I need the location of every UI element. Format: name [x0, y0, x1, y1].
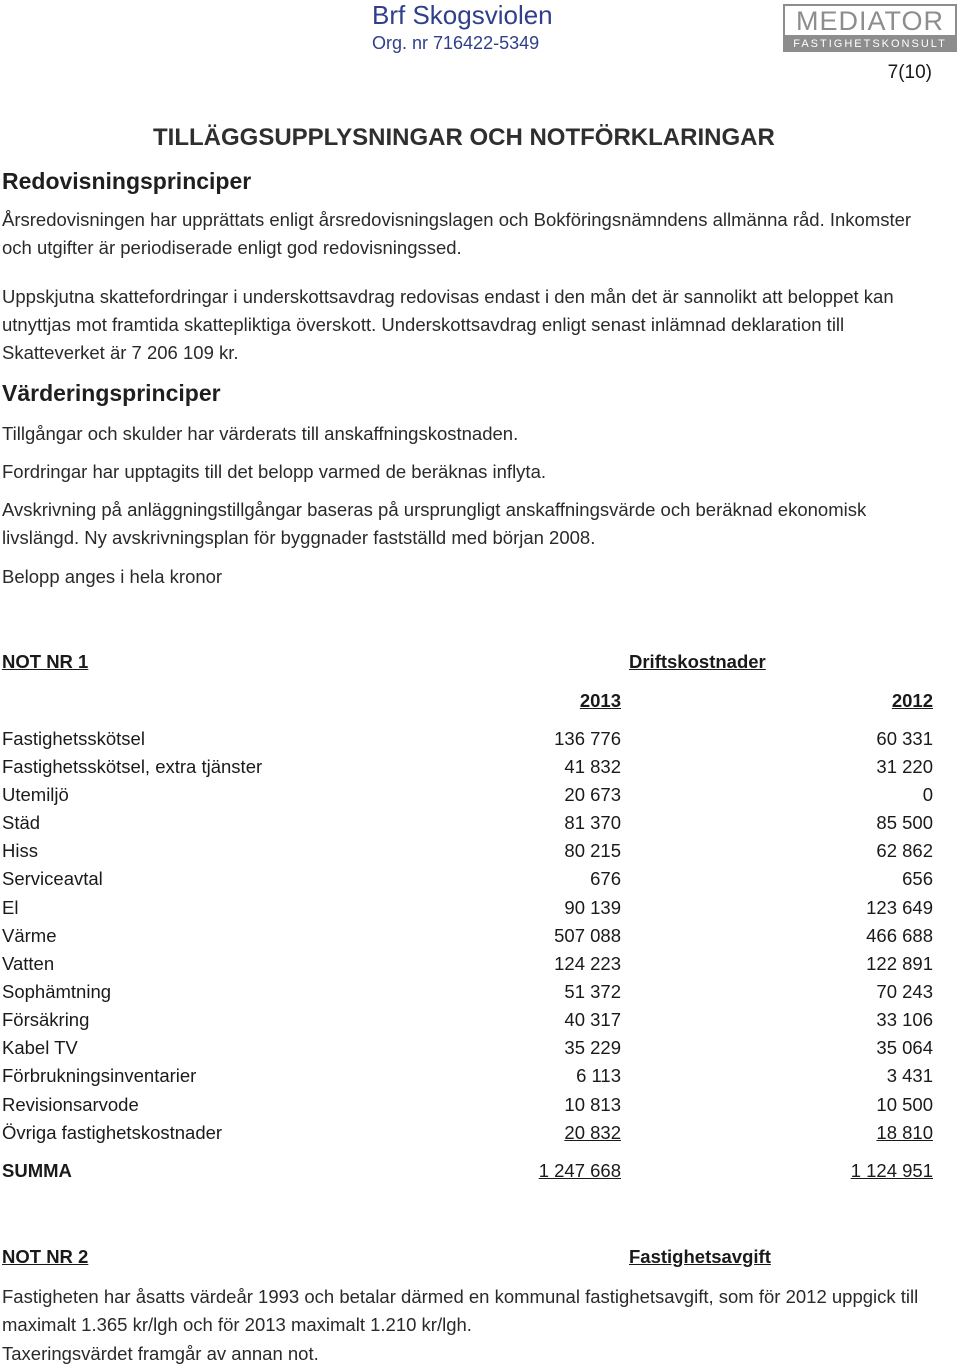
section-heading-varderingsprinciper: Värderingsprinciper	[2, 380, 221, 406]
value-2012: 3 431	[886, 1065, 933, 1086]
value-2013: 90 139	[564, 897, 621, 918]
value-2012: 10 500	[876, 1094, 933, 1115]
value-2013: 35 229	[564, 1037, 621, 1058]
table-row	[0, 728, 960, 756]
column-header-2013: 2013	[579, 690, 621, 711]
row-label: Vatten	[2, 953, 55, 974]
value-2013: 10 813	[564, 1094, 621, 1115]
row-label: Revisionsarvode	[2, 1094, 139, 1115]
page-number: 7(10)	[887, 62, 932, 83]
row-label: Utemiljö	[2, 784, 69, 805]
table-row	[0, 1009, 960, 1037]
row-label: Övriga fastighetskostnader	[2, 1122, 223, 1143]
value-2012: 0	[922, 784, 933, 805]
table-row	[0, 897, 960, 925]
value-2012: 656	[902, 868, 933, 889]
table-row	[0, 1065, 960, 1093]
value-2013: 20 832	[564, 1122, 621, 1143]
total-label: SUMMA	[2, 1160, 72, 1181]
paragraph-note-2-1: Fastigheten har åsatts värdeår 1993 och betalar därmed en kommunal fastighetsavgift, som för 2012 uppgick till maximalt 1.365 kr/lgh och för 2013 maximalt 1.210 kr/lgh.	[2, 1286, 919, 1335]
paragraph-vardering-3: Avskrivning på anläggningstillgångar baseras på ursprungligt anskaffningsvärde och beräknad ekonomisk livslängd. Ny avskrivningsplan för byggnader fastställd med början 2008.	[2, 499, 867, 548]
value-2013: 80 215	[564, 840, 621, 861]
value-2012: 123 649	[866, 897, 933, 918]
value-2013: 51 372	[564, 981, 621, 1002]
row-label: Serviceavtal	[2, 868, 103, 889]
value-2013: 81 370	[564, 812, 621, 833]
organization-number: Org. nr 716422-5349	[372, 33, 540, 53]
value-2012: 466 688	[866, 925, 933, 946]
value-2012: 31 220	[876, 756, 933, 777]
value-2012: 70 243	[876, 981, 933, 1002]
row-label: Kabel TV	[2, 1037, 78, 1058]
row-label: Städ	[2, 812, 41, 833]
value-2013: 676	[590, 868, 621, 889]
table-row	[0, 953, 960, 981]
table-row	[0, 1037, 960, 1065]
value-2013: 20 673	[564, 784, 621, 805]
column-header-2012: 2012	[891, 690, 933, 711]
table-row-total	[0, 1160, 960, 1188]
total-2013: 1 247 668	[538, 1160, 621, 1181]
note-1-label: NOT NR 1	[2, 651, 89, 672]
section-heading-redovisningsprinciper: Redovisningsprinciper	[2, 168, 252, 194]
value-2012: 60 331	[876, 728, 933, 749]
row-label: Värme	[2, 925, 57, 946]
logo-wordmark: MEDIATOR	[783, 4, 957, 37]
row-label: El	[2, 897, 19, 918]
row-label: Fastighetsskötsel, extra tjänster	[2, 756, 263, 777]
table-row	[0, 1094, 960, 1122]
paragraph-redovisning-2: Uppskjutna skattefordringar i underskottsavdrag redovisas endast i den mån det är sannolikt att beloppet kan utnyttjas mot framtida skattepliktiga överskott. Underskottsavdrag enligt senast inlämnad deklaration till Skatteverket är 7 206 109 kr.	[2, 286, 894, 363]
logo-tagline: FASTIGHETSKONSULT	[783, 37, 957, 52]
row-label: Försäkring	[2, 1009, 90, 1030]
value-2012: 33 106	[876, 1009, 933, 1030]
paragraph-vardering-4: Belopp anges i hela kronor	[2, 566, 223, 587]
value-2013: 41 832	[564, 756, 621, 777]
table-row	[0, 868, 960, 896]
value-2013: 507 088	[554, 925, 621, 946]
table-row	[0, 812, 960, 840]
paragraph-redovisning-1: Årsredovisningen har upprättats enligt årsredovisningslagen och Bokföringsnämndens allmänna råd. Inkomster och utgifter är periodiserade enligt god redovisningssed.	[2, 209, 912, 258]
value-2012: 122 891	[866, 953, 933, 974]
paragraph-note-2-2: Taxeringsvärdet framgår av annan not.	[2, 1343, 319, 1364]
table-row	[0, 925, 960, 953]
paragraph-vardering-1: Tillgångar och skulder har värderats till anskaffningskostnaden.	[2, 423, 519, 444]
value-2012: 18 810	[876, 1122, 933, 1143]
value-2013: 124 223	[554, 953, 621, 974]
table-row	[0, 784, 960, 812]
note-1-title: Driftskostnader	[629, 651, 766, 672]
row-label: Hiss	[2, 840, 38, 861]
table-row	[0, 840, 960, 868]
table-row	[0, 1122, 960, 1150]
value-2012: 62 862	[876, 840, 933, 861]
paragraph-vardering-2: Fordringar har upptagits till det belopp varmed de beräknas inflyta.	[2, 461, 546, 482]
note-2-label: NOT NR 2	[2, 1246, 89, 1267]
row-label: Förbrukningsinventarier	[2, 1065, 197, 1086]
note-2-title: Fastighetsavgift	[629, 1246, 771, 1267]
value-2013: 6 113	[576, 1065, 621, 1086]
value-2013: 40 317	[564, 1009, 621, 1030]
mediator-logo	[783, 4, 957, 52]
table-row	[0, 756, 960, 784]
value-2012: 35 064	[876, 1037, 933, 1058]
table-row	[0, 981, 960, 1009]
value-2013: 136 776	[554, 728, 621, 749]
value-2012: 85 500	[876, 812, 933, 833]
row-label: Sophämtning	[2, 981, 112, 1002]
organization-name: Brf Skogsviolen	[372, 0, 553, 30]
page-title: TILLÄGGSUPPLYSNINGAR OCH NOTFÖRKLARINGAR	[153, 124, 775, 151]
total-2012: 1 124 951	[850, 1160, 933, 1181]
row-label: Fastighetsskötsel	[2, 728, 145, 749]
